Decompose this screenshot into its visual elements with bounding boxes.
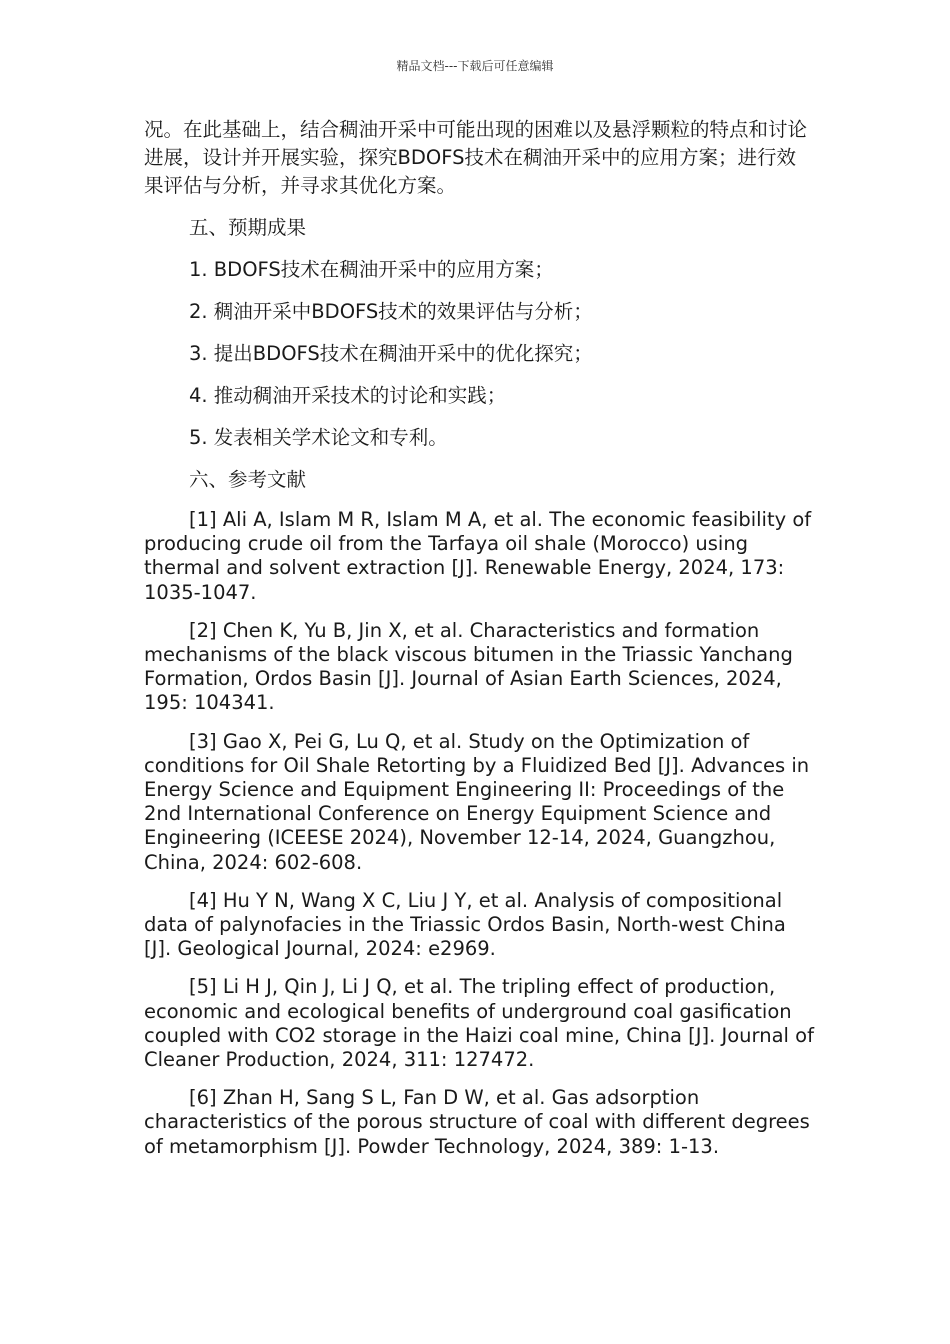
document-body — [144, 116, 814, 1173]
section-heading-references: 六、参考文献 — [189, 468, 307, 491]
expected-result-item: 4. 推动稠油开采技术的讨论和实践； — [189, 384, 507, 407]
reference-item: [3] Gao X, Pei G, Lu Q, et al. Study on the Optimization of conditions for Oil Shale Retorting by a Fluidized Bed [J]. Advances in Energy Science and Equipment Engineering II: Proceedings of the 2nd International Conference on Energy Equipment Science and Engineering (ICEESE 2024), November 12-14, 2024, Guangzhou, China, 2024: 602-608. — [144, 729, 810, 874]
expected-result-item: 1. BDOFS技术在稠油开采中的应用方案； — [189, 258, 554, 281]
section-heading-expected-results: 五、预期成果 — [189, 216, 307, 239]
expected-result-item: 3. 提出BDOFS技术在稠油开采中的优化探究； — [189, 342, 593, 365]
reference-item: [6] Zhan H, Sang S L, Fan D W, et al. Gas adsorption characteristics of the porous structure of coal with different degrees of metamorphism [J]. Powder Technology, 2024, 389: 1-13. — [144, 1086, 810, 1158]
expected-result-item: 2. 稠油开采中BDOFS技术的效果评估与分析； — [189, 300, 593, 323]
expected-result-item: 5. 发表相关学术论文和专利。 — [189, 426, 448, 449]
reference-item: [2] Chen K, Yu B, Jin X, et al. Characteristics and formation mechanisms of the black viscous bitumen in the Triassic Yanchang Formation, Ordos Basin [J]. Journal of Asian Earth Sciences, 2024, 195: 104341. — [144, 618, 793, 715]
reference-item: [4] Hu Y N, Wang X C, Liu J Y, et al. Analysis of compositional data of palynofacies in the Triassic Ordos Basin, North-west China [J]. Geological Journal, 2024: e2969. — [144, 888, 786, 961]
intro-paragraph: 况。在此基础上，结合稠油开采中可能出现的困难以及悬浮颗粒的特点和讨论进展，设计并开展实验，探究BDOFS技术在稠油开采中的应用方案；进行效果评估与分析，并寻求其优化方案。 — [144, 118, 808, 197]
page-header-watermark: 精品文档---下载后可任意编辑 — [396, 59, 554, 73]
reference-item: [1] Ali A, Islam M R, Islam M A, et al. The economic feasibility of producing crude oil from the Tarfaya oil shale (Morocco) using thermal and solvent extraction [J]. Renewable Energy, 2024, 173: 1035-1047. — [144, 508, 812, 604]
reference-item: [5] Li H J, Qin J, Li J Q, et al. The tripling effect of production, economic and ecological benefits of underground coal gasification coupled with CO2 storage in the Haizi coal mine, China [J]. Journal of Cleaner Production, 2024, 311: 127472. — [144, 975, 814, 1072]
